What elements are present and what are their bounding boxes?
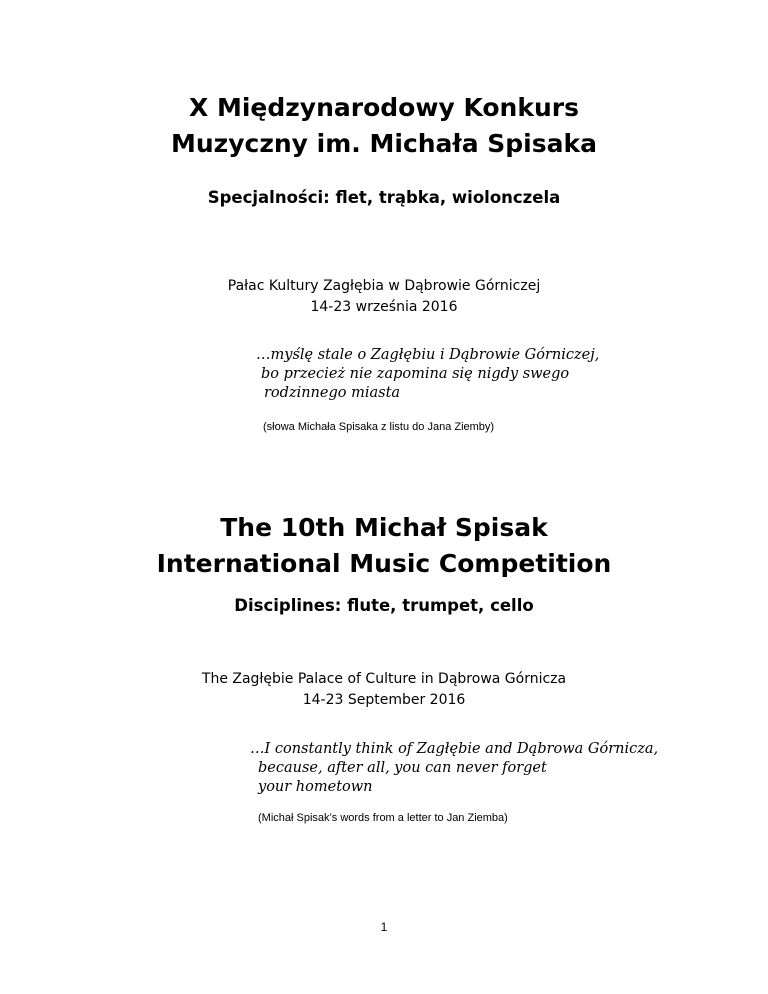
polish-venue-block bbox=[0, 276, 768, 318]
english-quote-source: (Michał Spisak’s words from a letter to Jan Ziemba) bbox=[258, 812, 508, 824]
english-title-line-2: International Music Competition bbox=[156, 549, 612, 578]
polish-quote-source: (słowa Michała Spisaka z listu do Jana Ziemby) bbox=[263, 421, 495, 433]
polish-quote-line-3: rodzinnego miasta bbox=[264, 385, 401, 401]
polish-title-line-1: X Międzynarodowy Konkurs bbox=[188, 93, 579, 122]
polish-venue: Pałac Kultury Zagłębia w Dąbrowie Górniczej bbox=[227, 278, 541, 294]
english-quote-line-1: …I constantly think of Zagłębie and Dąbrowa Górnicza, bbox=[250, 741, 659, 757]
english-venue: The Zagłębie Palace of Culture in Dąbrowa Górnicza bbox=[201, 671, 567, 687]
polish-quote-line-2: bo przecież nie zapomina się nigdy swego bbox=[261, 366, 570, 382]
english-title bbox=[0, 510, 768, 582]
english-quote-line-2: because, after all, you can never forget bbox=[258, 760, 547, 776]
polish-quote-line-1: …myślę stale o Zagłębiu i Dąbrowie Górniczej, bbox=[256, 347, 600, 363]
english-title-line-1: The 10th Michał Spisak bbox=[220, 513, 548, 542]
page-number: 1 bbox=[380, 920, 388, 934]
english-dates: 14-23 September 2016 bbox=[302, 692, 466, 708]
english-disciplines: Disciplines: flute, trumpet, cello bbox=[234, 596, 534, 615]
english-quote-line-3: your hometown bbox=[258, 779, 373, 795]
polish-disciplines: Specjalności: flet, trąbka, wiolonczela bbox=[207, 188, 561, 207]
polish-quote bbox=[256, 346, 599, 403]
polish-title bbox=[0, 90, 768, 162]
polish-dates: 14-23 września 2016 bbox=[310, 299, 458, 315]
polish-title-line-2: Muzyczny im. Michała Spisaka bbox=[170, 129, 597, 158]
english-venue-block bbox=[0, 669, 768, 711]
english-quote bbox=[250, 740, 658, 797]
